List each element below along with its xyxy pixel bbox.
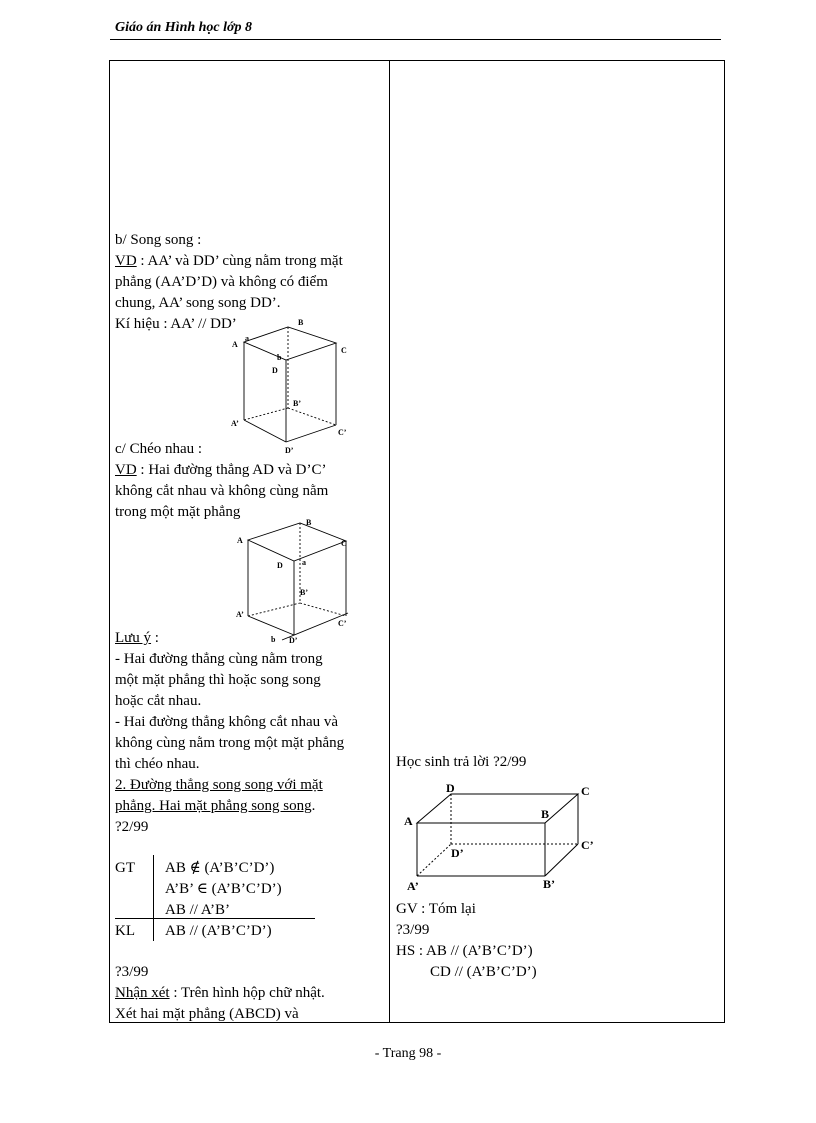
section-c-title: c/ Chéo nhau :	[115, 441, 203, 457]
label-B-prime: B’	[543, 877, 555, 891]
note1-line1: - Hai đường thẳng cùng nằm trong	[115, 651, 323, 667]
label-A-prime: A’	[236, 610, 244, 619]
note1-line3: hoặc cắt nhau.	[115, 693, 202, 709]
section2-title-text2: phẳng. Hai mặt phẳng song song	[115, 798, 312, 814]
label-A: A	[237, 536, 243, 545]
gt-kl-vertical-rule	[153, 855, 154, 941]
label-B-prime: B’	[293, 399, 301, 408]
header-rule	[110, 39, 721, 40]
section-c-example-line3: trong một mặt phẳng	[115, 504, 241, 520]
label-C: C	[341, 539, 347, 548]
section2-title-line2	[115, 796, 315, 817]
note2-line2: không cùng nằm trong một mặt phẳng	[115, 735, 345, 751]
kl-label: KL	[115, 923, 135, 939]
gt-label: GT	[115, 860, 135, 876]
rectangular-box-figure	[400, 778, 600, 898]
note-title	[115, 628, 159, 649]
section2-title-text1: 2. Đường thẳng song song với mặt	[115, 777, 323, 793]
label-b: b	[277, 353, 282, 362]
section-c-example-line2: không cắt nhau và không cùng nằm	[115, 483, 329, 499]
label-C-prime: C’	[581, 838, 594, 852]
label-a: a	[302, 558, 306, 567]
label-D: D	[446, 781, 455, 795]
remark-line2: Xét hai mặt phẳng (ABCD) và	[115, 1006, 299, 1022]
label-B: B	[298, 318, 304, 327]
remark-text: : Trên hình hộp chữ nhật.	[169, 985, 325, 1001]
label-B-prime: B’	[300, 588, 308, 597]
label-D-prime: D’	[451, 846, 464, 860]
question-3: ?3/99	[115, 964, 149, 980]
label-D: D	[272, 366, 278, 375]
label-A-prime: A’	[231, 419, 239, 428]
label-C-prime: C’	[338, 428, 347, 437]
note2-line1: - Hai đường thẳng không cắt nhau và	[115, 714, 339, 730]
label-A-prime: A’	[407, 879, 419, 893]
note-colon: :	[151, 630, 159, 646]
gt-line2: A’B’ ∈ (A’B’C’D’)	[165, 881, 282, 897]
label-C: C	[581, 784, 590, 798]
section2-title-dot: .	[311, 798, 316, 814]
label-A: A	[232, 340, 238, 349]
gt-kl-horizontal-rule	[115, 918, 315, 919]
remark-line1	[115, 983, 325, 1004]
label-D-prime: D’	[289, 636, 298, 645]
label-b: b	[271, 635, 276, 644]
vd-label: VD	[115, 462, 137, 478]
section-b-notation: Kí hiệu : AA’ // DD’	[115, 316, 237, 332]
question-2: ?2/99	[115, 819, 149, 835]
gt-line1: AB ∉ (A’B’C’D’)	[165, 860, 275, 876]
student-answer-line1: HS : AB // (A’B’C’D’)	[396, 943, 533, 959]
section-c-example-line1	[115, 460, 326, 481]
section-b-title: b/ Song song :	[115, 232, 202, 248]
teacher-summary: GV : Tóm lại	[396, 901, 476, 917]
student-answer-title: Học sinh trả lời ?2/99	[396, 754, 527, 770]
vd-text: : AA’ và DD’ cùng nằm trong mặt	[136, 253, 343, 269]
remark-label: Nhận xét	[115, 985, 170, 1001]
label-D: D	[277, 561, 283, 570]
section-b-example-line2: phẳng (AA’D’D) và không có điểm	[115, 274, 328, 290]
parallel-lines-figure	[228, 318, 358, 458]
note1-line2: một mặt phẳng thì hoặc song song	[115, 672, 321, 688]
label-A: A	[404, 814, 413, 828]
page-header: Giáo án Hình học lớp 8	[115, 20, 253, 35]
label-B: B	[541, 807, 550, 821]
table-column-divider	[389, 60, 390, 1023]
page-footer: - Trang 98 -	[374, 1046, 442, 1061]
label-C-prime: C’	[338, 619, 347, 628]
vd-text: : Hai đường thẳng AD và D’C’	[136, 462, 327, 478]
vd-label: VD	[115, 253, 137, 269]
section-b-example-line1	[115, 251, 343, 272]
label-B: B	[306, 518, 312, 527]
right-question-3: ?3/99	[396, 922, 430, 938]
label-D-prime: D’	[285, 446, 294, 455]
label-a: a	[245, 334, 249, 343]
skew-lines-figure	[228, 513, 358, 648]
note-label: Lưu ý	[115, 630, 152, 646]
kl-line1: AB // (A’B’C’D’)	[165, 923, 272, 939]
section-b-example-line3: chung, AA’ song song DD’.	[115, 295, 281, 311]
student-answer-line2: CD // (A’B’C’D’)	[430, 964, 537, 980]
note2-line3: thì chéo nhau.	[115, 756, 200, 772]
section2-title-line1	[115, 775, 323, 796]
gt-line3: AB // A’B’	[165, 902, 231, 918]
label-C: C	[341, 346, 347, 355]
